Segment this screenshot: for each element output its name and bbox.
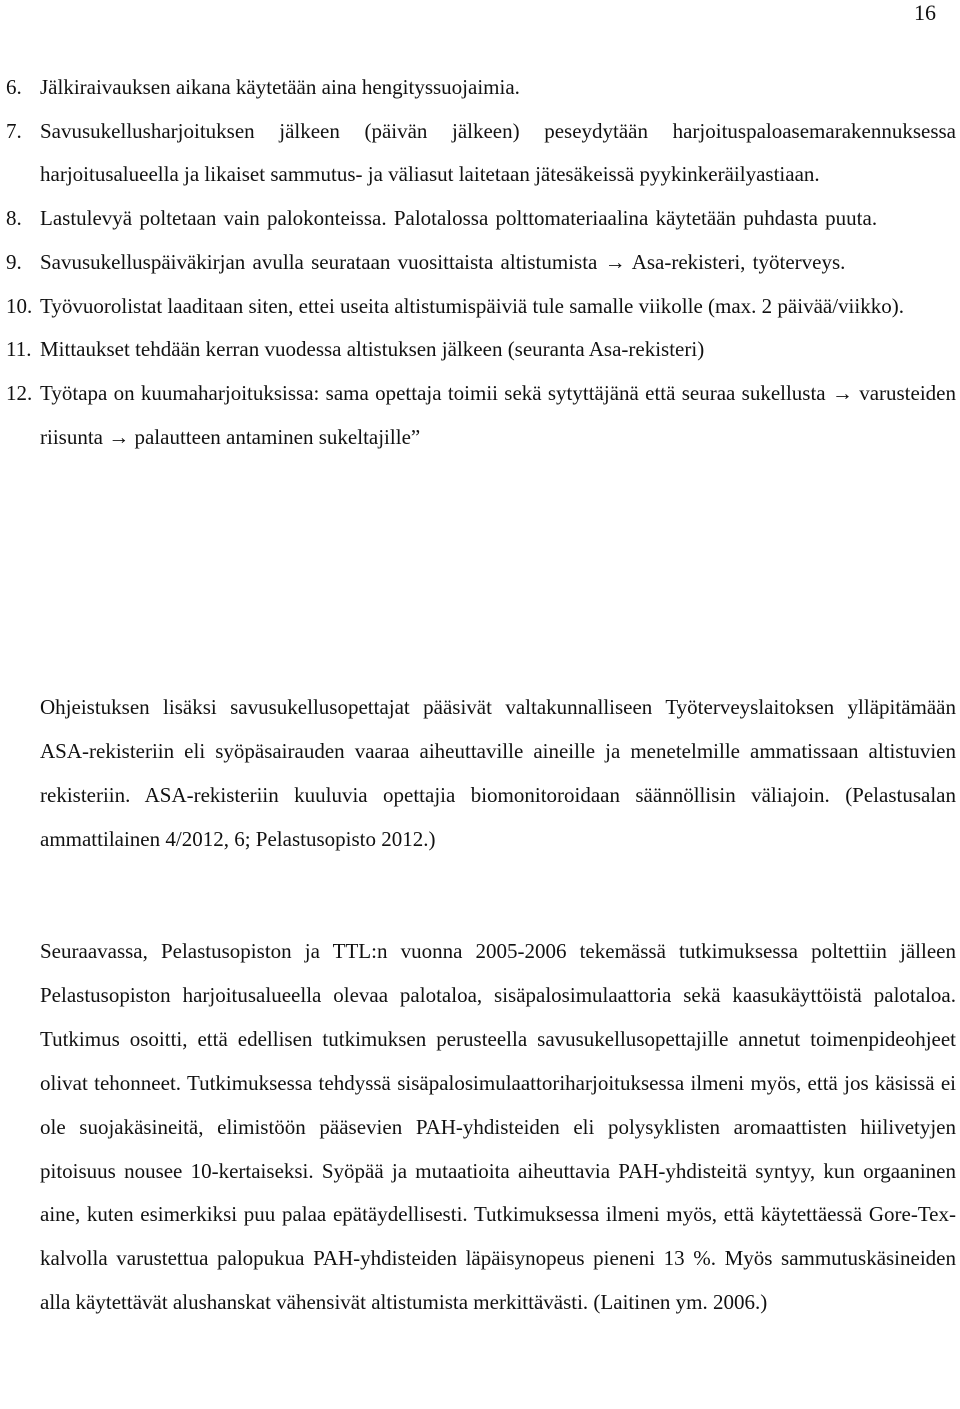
list-item-number: 10. xyxy=(6,293,33,318)
list-item-text: Savusukellusharjoituksen jälkeen (päivän jälkeen) peseydytään harjoituspaloasemarakennuksessa harjoitusalueella ja likaiset sammutus- ja väliasut laitetaan jätesäkeissä pyykinkeräilyastiaan. xyxy=(40,118,956,187)
list-item-number: 11. xyxy=(6,337,32,362)
list-item-text: Työvuorolistat laaditaan siten, ettei useita altistumispäiviä tule samalle viikolle (max. 2 päivää/viikko). xyxy=(40,293,904,318)
list-item-text: Mittaukset tehdään kerran vuodessa altistuksen jälkeen (seuranta Asa-rekisteri) xyxy=(40,337,705,362)
list-item xyxy=(0,328,960,372)
numbered-list xyxy=(0,66,960,459)
list-item-text: Työtapa on kuumaharjoituksissa: sama opettaja toimii sekä sytyttäjänä että seuraa sukellusta → varusteiden riisunta → palautteen antaminen sukeltajille” xyxy=(40,380,956,449)
list-item-text: Jälkiraivauksen aikana käytetään aina hengityssuojaimia. xyxy=(40,75,520,99)
list-item xyxy=(0,110,960,197)
list-item-text: Savusukelluspäiväkirjan avulla seurataan vuosittaista altistumista → Asa-rekisteri, työterveys. xyxy=(40,249,846,274)
list-item xyxy=(0,66,960,110)
list-item-text: Lastulevyä poltetaan vain palokonteissa. Palotalossa polttomateriaalina käytetään puhdasta puuta. xyxy=(40,206,878,231)
body-paragraph: Seuraavassa, Pelastusopiston ja TTL:n vuonna 2005-2006 tekemässä tutkimuksessa poltettiin jälleen Pelastusopiston harjoitusalueella olevaa palotaloa, sisäpalosimulaattoria sekä kaasukäyttöistä palotaloa. Tutkimus osoitti, että edellisen tutkimuksen perusteella savusukellusopettajille annetut toimenpideohjeet olivat tehonneet. Tutkimuksessa tehdyssä sisäpalosimulaattoriharjoituksessa ilmeni myös, että jos käsissä ei ole suojakäsineitä, elimistöön pääsevien PAH-yhdisteiden eli polysyklisten aromaattisten hiilivetyjen pitoisuus nousee 10-kertaiseksi. Syöpää ja mutaatioita aiheuttavia PAH-yhdisteitä syntyy, kun orgaaninen aine, kuten esimerkiksi puu palaa epätäydellisesti. Tutkimuksessa ilmeni myös, että käytettäessä Gore-Tex-kalvolla varustettua palopukua PAH-yhdisteiden läpäisynopeus pieneni 13 %. Myös sammutuskäsineiden alla käytettävät alushanskat vähensivät altistumista merkittävästi. (Laitinen ym. 2006.) xyxy=(40,939,956,1315)
list-item-number: 8. xyxy=(6,206,22,231)
list-item xyxy=(0,372,960,459)
body-paragraph: Ohjeistuksen lisäksi savusukellusopettajat pääsivät valtakunnalliseen Työterveyslaitoksen ylläpitämään ASA-rekisteriin eli syöpäsairauden vaaraa aiheuttaville aineille ja menetelmille ammatissaan altistuvien rekisteriin. ASA-rekisteriin kuuluvia opettajia biomonitoroidaan säännöllisin väliajoin. (Pelastusalan ammattilainen 4/2012, 6; Pelastusopisto 2012.) xyxy=(40,695,956,851)
list-item xyxy=(0,285,960,329)
list-item xyxy=(0,197,960,241)
list-item-number: 6. xyxy=(6,75,22,99)
list-item-number: 9. xyxy=(6,249,22,274)
list-item-number: 12. xyxy=(6,380,33,405)
list-item xyxy=(0,241,960,285)
list-item-number: 7. xyxy=(6,118,22,143)
page-number: 16 xyxy=(914,0,936,25)
